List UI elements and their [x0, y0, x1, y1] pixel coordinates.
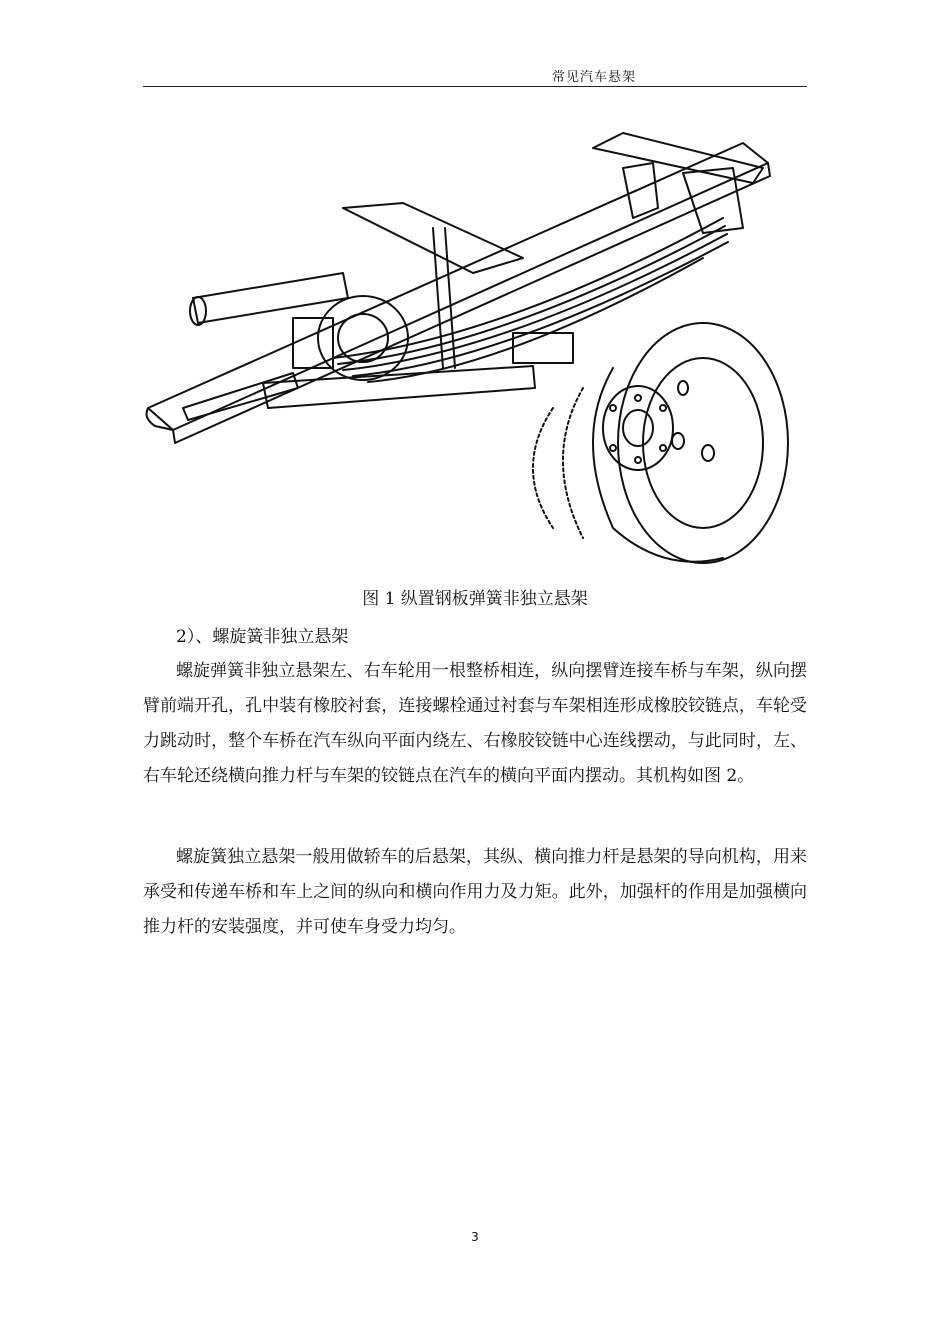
body-paragraph-2: 螺旋簧独立悬架一般用做轿车的后悬架，其纵、横向推力杆是悬架的导向机构，用来承受和传递车桥和车上之间的纵向和横向作用力及力矩。此外，加强杆的作用是加强横向推力杆的安装强度，并可使车身受力均匀。	[143, 847, 807, 937]
leaf-spring-suspension-drawing	[143, 108, 807, 570]
figure-caption: 图 1 纵置钢板弹簧非独立悬架	[362, 589, 588, 609]
crossmember	[593, 133, 763, 183]
section-heading: 2）、螺旋簧非独立悬架	[176, 627, 349, 647]
page-number: 3	[471, 1230, 479, 1244]
frame-rail	[148, 143, 768, 430]
suspension-figure	[143, 108, 807, 570]
body-paragraph-1: 螺旋弹簧非独立悬架左、右车轮用一根整桥相连，纵向摆臂连接车桥与车架，纵向摆臂前端开孔，孔中装有橡胶衬套，连接螺栓通过衬套与车架相连形成橡胶铰链点，车轮受力跳动时，整个车桥在汽车纵向平面内绕左、右橡胶铰链中心连线摆动，与此同时，左、右车轮还绕横向推力杆与车架的铰链点在汽车的横向平面内摆动。其机构如图 2。	[143, 661, 807, 786]
running-header-title: 常见汽车悬架	[552, 70, 637, 85]
header-rule	[143, 86, 807, 87]
